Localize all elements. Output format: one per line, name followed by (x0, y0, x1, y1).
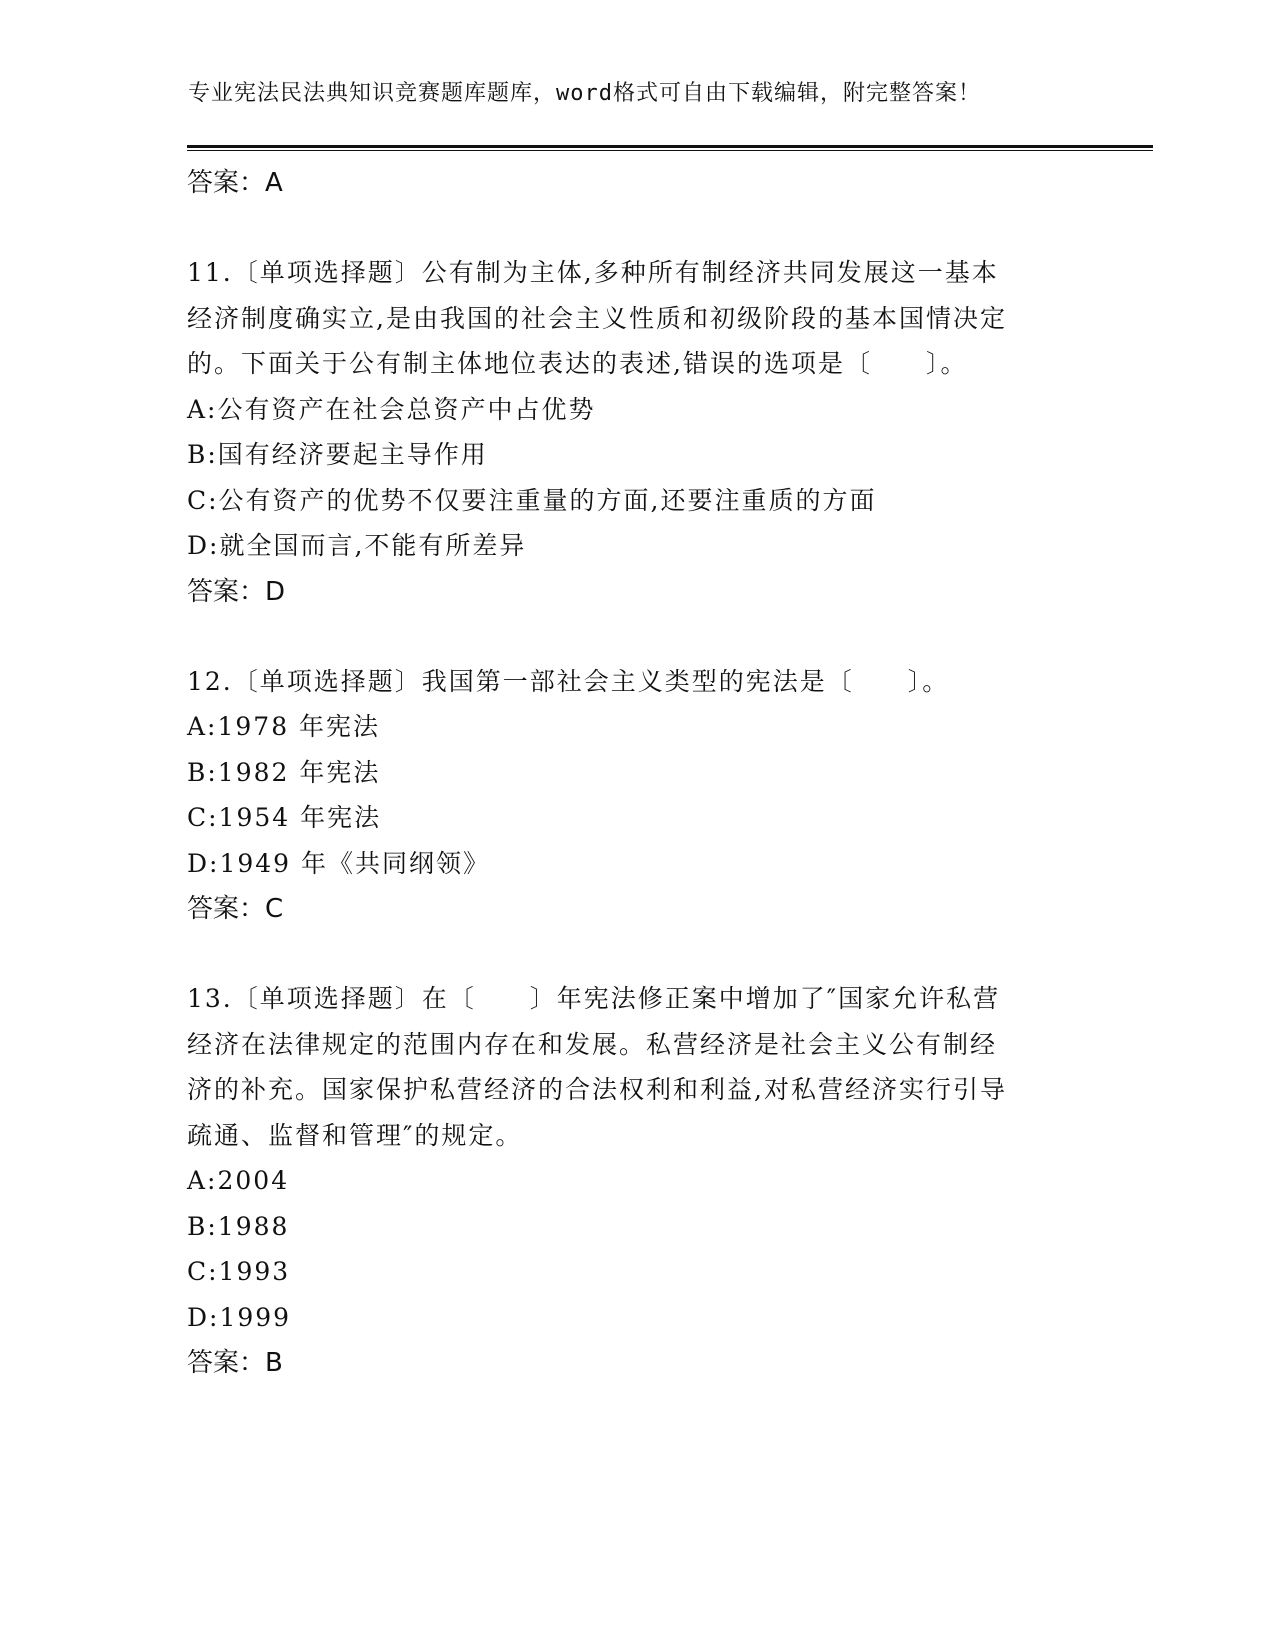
question-stem (187, 659, 1067, 705)
option-a: A:公有资产在社会总资产中占优势 (187, 394, 596, 424)
option-b: B:国有经济要起主导作用 (187, 440, 488, 469)
page-header: 专业宪法民法典知识竞赛题库题库，word格式可自由下载编辑，附完整答案！ (188, 81, 981, 106)
option-c: C:公有资产的优势不仅要注重量的方面,还要注重质的方面 (187, 485, 877, 515)
option-d: D:就全国而言,不能有所差异 (187, 531, 527, 560)
answer-label: 答案：C (187, 894, 284, 924)
option-d: D:1949 年《共同纲领》 (187, 848, 491, 878)
question-list (187, 160, 1087, 1386)
question-stem (187, 250, 1067, 387)
question-stem-line: 13.〔单项选择题〕在〔 〕年宪法修正案中增加了″国家允许私营 (187, 984, 1001, 1013)
option-b: B:1982 年宪法 (187, 757, 381, 787)
option-d: D:1999 (187, 1302, 292, 1332)
question-stem-line: 11.〔单项选择题〕公有制为主体,多种所有制经济共同发展这一基本 (187, 258, 999, 287)
header-divider-thin (187, 150, 1153, 151)
answer-label: 答案：B (187, 1348, 283, 1378)
answer-label: 答案：D (187, 576, 286, 607)
question-stem-line: 12.〔单项选择题〕我国第一部社会主义类型的宪法是〔 〕。 (187, 666, 950, 696)
question-stem (187, 976, 1067, 1158)
option-c: C:1993 (187, 1257, 291, 1286)
option-b: B:1988 (187, 1211, 290, 1241)
option-a: A:2004 (187, 1166, 290, 1195)
question-12 (187, 659, 1087, 933)
header-divider-thick (187, 145, 1153, 148)
option-a: A:1978 年宪法 (187, 712, 381, 741)
question-11 (187, 250, 1087, 615)
option-c: C:1954 年宪法 (187, 803, 382, 832)
question-stem-line: 经济制度确实立,是由我国的社会主义性质和初级阶段的基本国情决定 (187, 303, 1007, 333)
question-stem-line: 经济在法律规定的范围内存在和发展。私营经济是社会主义公有制经 (187, 1029, 998, 1059)
answer-label: 答案：A (187, 168, 283, 198)
question-stem-line: 疏通、监督和管理″的规定。 (187, 1120, 523, 1150)
question-stem-line: 济的补充。国家保护私营经济的合法权利和利益,对私营经济实行引导 (187, 1075, 1007, 1104)
question-stem-line: 的。下面关于公有制主体地位表达的表述,错误的选项是〔 〕。 (187, 349, 968, 378)
question-13 (187, 976, 1087, 1386)
